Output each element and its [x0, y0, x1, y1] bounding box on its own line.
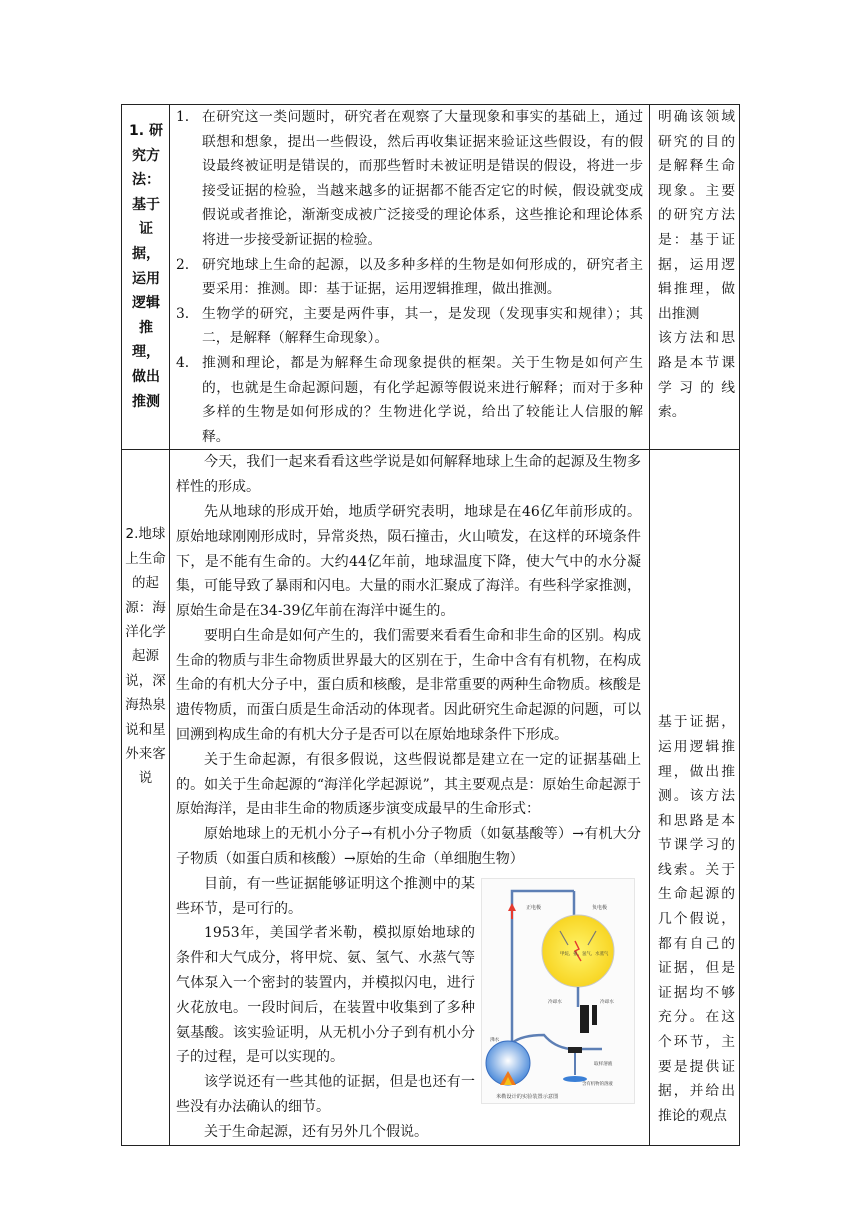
label-water-in: 冷却水: [548, 999, 562, 1005]
condenser: [580, 1005, 589, 1033]
paragraph: 要明白生命是如何产生的，我们需要来看看生命和非生命的区别。构成生命的物质与非生命物质世界最大的区别在于，生命中含有有机物，在构成生命的有机大分子中，蛋白质和核酸，是非常重要的两种生命物质。核酸是遗传物质，而蛋白质是生命活动的体现者。因此研究生命起源的问题，可以回溯到构成生命的有机大分子是否可以在原始地球条件下形成。: [176, 627, 641, 744]
list-item: 3. 生物学的研究，主要是两件事，其一，是发现（发现事实和规律）；其二，是解释（解释生命现象）。: [176, 305, 643, 347]
label-electrode-right: 负电极: [592, 904, 608, 911]
paragraph: 原始地球上的无机小分子→有机小分子物质（如氨基酸等）→有机大分子物质（如蛋白质和核酸）→原始的生命（单细胞生物）: [176, 826, 641, 868]
section-title-cell: [122, 450, 170, 1145]
notes-cell: [650, 105, 740, 450]
section-title-cell: [122, 105, 170, 450]
paragraph: 该学说还有一些其他的证据，但是也还有一些没有办法确认的细节。: [176, 1074, 475, 1116]
label-collect: 含有机物的溶液: [582, 1081, 613, 1087]
label-sample: 取样溶液: [594, 1061, 613, 1067]
section-title: 1. 研究方法：基于证据，运用逻辑推理，做出推测: [129, 123, 163, 410]
paragraph: 目前，有一些证据能够证明这个推测中的某些环节，是可行的。: [176, 875, 475, 917]
label-water-out: 冷却水: [600, 999, 614, 1005]
paragraph: 先从地球的形成开始，地质学研究表明，地球是在46亿年前形成的。原始地球刚刚形成时，异常炎热，陨石撞击，火山喷发，在这样的环境条件下，是不能有生命的。大约44亿年前，地球温度下降，使大气中的水分凝集，可能导致了暴雨和闪电。大量的雨水汇聚成了海洋。有些科学家推测，原始生命是在34-39亿年前在海洋中诞生的。: [176, 503, 641, 620]
paragraph: 1953年，美国学者米勒，模拟原始地球的条件和大气成分，将甲烷、氨、氢气、水蒸气等气体泵入一个密封的装置内，并模拟闪电，进行火花放电。一段时间后，在装置中收集到了多种氨基酸。该实验证明，从无机小分子到有机小分子的过程，是可以实现的。: [176, 925, 475, 1066]
return-tube: [512, 1035, 602, 1049]
gas-flask: [542, 915, 614, 987]
notes-cell: [650, 450, 740, 1145]
paragraph: 关于生命起源，还有另外几个假说。: [204, 1123, 428, 1140]
paragraph: 关于生命起源，有很多假说，这些假说都是建立在一定的证据基础上的。如关于生命起源的“海洋化学起源说”，其主要观点是：原始生命起源于原始海洋，是由非生命的物质逐步演变成最早的生命形式：: [176, 751, 641, 818]
table-row: [122, 450, 740, 1145]
table-row: [122, 105, 740, 450]
condenser-jacket: [592, 1005, 597, 1025]
valve-icon: [568, 1047, 582, 1053]
paragraph: 今天，我们一起来看看这些学说是如何解释地球上生命的起源及生物多样性的形成。: [176, 454, 641, 496]
section-title: 2.地球上生命的起源：海洋化学起源说，深海热泉说和星外来客说: [125, 526, 166, 787]
figure-caption: 米勒设计的实验装置示意图: [496, 1093, 559, 1100]
content-cell: [170, 450, 650, 1145]
flow-arrow-head: [508, 903, 516, 911]
design-notes: 明确该领域研究的目的是解释生命现象。主要的研究方法是：基于证据，运用逻辑推理，做出推测 该方法和思路是本节课学习的线索。: [658, 109, 735, 421]
list-item: 1. 在研究这一类问题时，研究者在观察了大量现象和事实的基础上，通过联想和想象，提出一些假设，然后再收集证据来验证这些假设，有的假设最终被证明是错误的，而那些暂时未被证明是错误的假设，将进一步接受证据的检验，当越来越多的证据都不能否定它的时候，假设就变成假说或者推论，渐渐变成被广泛接受的理论体系，这些推论和理论体系将进一步接受新证据的检验。: [176, 109, 643, 248]
label-gas: 甲烷、氨、氢气、水蒸气: [560, 951, 609, 957]
apparatus-diagram: [482, 879, 634, 1103]
design-notes: 基于证据，运用逻辑推理，做出推测。该方法和思路是本节课学习的线索。关于生命起源的几个假说，都有自己的证据，但是证据均不够充分。在这个环节，主要是提供证据，并给出推论的观点: [658, 714, 735, 1124]
list-item: 4. 推测和理论，都是为解释生命现象提供的框架。关于生物是如何产生的，也就是生命起源问题，有化学起源等假说来进行解释；而对于多种多样的生物是如何形成的？生物进化学说，给出了较能让人信服的解释。: [176, 354, 643, 445]
lesson-body: [170, 450, 649, 1144]
label-boiling: 沸水: [490, 1037, 500, 1043]
content-cell: [170, 105, 650, 450]
label-electrode-left: 正电极: [526, 904, 542, 911]
lesson-plan-table: [121, 104, 740, 1146]
list-item: 2. 研究地球上生命的起源，以及多种多样的生物是如何形成的，研究者主要采用：推测。即：基于证据，运用逻辑推理，做出推测。: [176, 256, 643, 298]
method-points-list: [170, 105, 649, 449]
miller-experiment-figure: [481, 878, 641, 1110]
